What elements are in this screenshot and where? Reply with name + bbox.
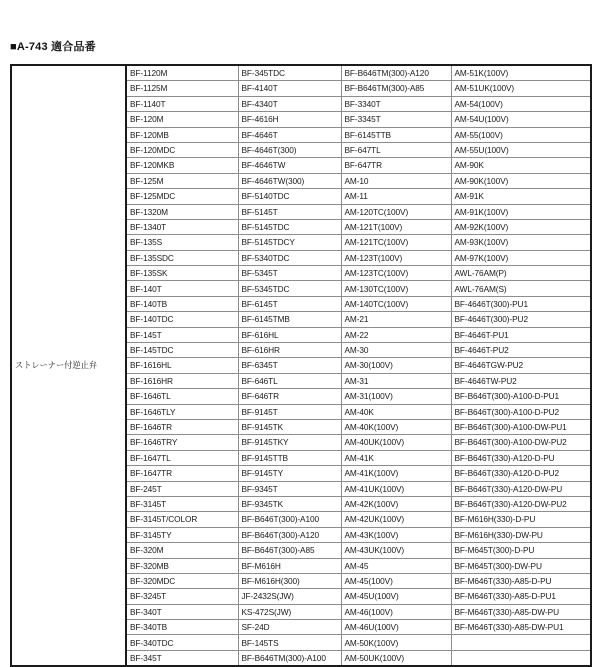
table-cell-part-number: BF-5145TDCY [238,235,341,250]
table-cell-part-number: BF-646TR [238,389,341,404]
table-cell-part-number: AM-41UK(100V) [341,481,451,496]
table-cell-part-number: BF-3145T/COLOR [126,512,238,527]
table-cell-part-number: BF-120M [126,112,238,127]
table-cell-part-number: AM-21 [341,312,451,327]
table-cell-part-number: BF-B646T(300)-A100 [238,512,341,527]
table-cell-part-number: BF-1120M [126,65,238,81]
category-label-cell: ストレーナー付逆止弁 [11,65,126,666]
table-cell-part-number: BF-6345T [238,358,341,373]
table-cell-part-number: AM-55U(100V) [451,142,591,157]
table-cell-part-number: AM-140TC(100V) [341,296,451,311]
table-cell-part-number: BF-5145TDC [238,219,341,234]
table-cell-part-number: AM-45 [341,558,451,573]
table-cell-part-number: AM-90K(100V) [451,173,591,188]
table-cell-part-number: BF-1320M [126,204,238,219]
table-cell-part-number: BF-647TR [341,158,451,173]
table-cell-part-number: BF-B646TM(300)-A100 [238,650,341,666]
table-cell-part-number: AM-123T(100V) [341,250,451,265]
table-cell-empty [451,635,591,650]
table-cell-part-number: AM-40K [341,404,451,419]
table-cell-part-number: BF-120MDC [126,142,238,157]
table-cell-part-number: BF-5140TDC [238,189,341,204]
table-cell-part-number: AM-91K [451,189,591,204]
table-cell-part-number: BF-120MB [126,127,238,142]
table-cell-part-number: AM-123TC(100V) [341,266,451,281]
table-cell-part-number: BF-6145T [238,296,341,311]
table-cell-part-number: BF-145T [126,327,238,342]
table-cell-part-number: BF-4646T-PU1 [451,327,591,342]
table-cell-part-number: BF-3340T [341,96,451,111]
table-cell-part-number: BF-616HL [238,327,341,342]
table-cell-part-number: AM-45(100V) [341,573,451,588]
table-cell-part-number: AM-54(100V) [451,96,591,111]
table-cell-part-number: BF-616HR [238,343,341,358]
table-cell-part-number: BF-9145TTB [238,450,341,465]
table-cell-part-number: BF-M645T(300)-D-PU [451,543,591,558]
table-cell-part-number: AM-43UK(100V) [341,543,451,558]
table-cell-part-number: AM-10 [341,173,451,188]
table-cell-part-number: AM-92K(100V) [451,219,591,234]
table-cell-part-number: BF-4646T-PU2 [451,343,591,358]
table-cell-part-number: BF-M616H [238,558,341,573]
table-cell-part-number: BF-3345T [341,112,451,127]
compatible-parts-table [10,64,592,667]
table-cell-part-number: BF-3245T [126,589,238,604]
table-cell-part-number: BF-140TDC [126,312,238,327]
table-cell-part-number: AM-50UK(100V) [341,650,451,666]
table-cell-part-number: BF-M646T(330)-A85-D-PU [451,573,591,588]
table-cell-part-number: BF-4340T [238,96,341,111]
table-cell-empty [451,650,591,666]
table-cell-part-number: BF-5145T [238,204,341,219]
table-cell-part-number: AM-22 [341,327,451,342]
table-cell-part-number: BF-4646TW [238,158,341,173]
table-cell-part-number: BF-9145TKY [238,435,341,450]
table-cell-part-number: JF-2432S(JW) [238,589,341,604]
table-cell-part-number: BF-9345TK [238,496,341,511]
table-cell-part-number: BF-4646T(300) [238,142,341,157]
table-cell-part-number: BF-1340T [126,219,238,234]
table-cell-part-number: BF-1125M [126,81,238,96]
table-cell-part-number: BF-120MKB [126,158,238,173]
page-title: ■A-743 適合品番 [10,41,96,53]
table-cell-part-number: BF-135S [126,235,238,250]
table-cell-part-number: AWL-76AM(P) [451,266,591,281]
table-cell-part-number: BF-340T [126,604,238,619]
table-cell-part-number: BF-M616H(330)-D-PU [451,512,591,527]
table-cell-part-number: BF-4646T [238,127,341,142]
table-cell-part-number: BF-4646TW(300) [238,173,341,188]
table-cell-part-number: BF-6145TTB [341,127,451,142]
table-cell-part-number: AWL-76AM(S) [451,281,591,296]
table-cell-part-number: AM-31 [341,373,451,388]
table-cell-part-number: AM-121T(100V) [341,219,451,234]
table-cell-part-number: KS-472S(JW) [238,604,341,619]
table-cell-part-number: BF-3145T [126,496,238,511]
table-cell-part-number: BF-1646TLY [126,404,238,419]
table-cell-part-number: AM-51UK(100V) [451,81,591,96]
table-cell-part-number: AM-120TC(100V) [341,204,451,219]
table-cell-part-number: AM-45U(100V) [341,589,451,604]
table-cell-part-number: AM-54U(100V) [451,112,591,127]
table-cell-part-number: BF-B646T(300)-A120 [238,527,341,542]
table-cell-part-number: BF-4646T(300)-PU1 [451,296,591,311]
table-cell-part-number: BF-340TB [126,620,238,635]
table-cell-part-number: AM-30 [341,343,451,358]
table-cell-part-number: BF-1616HL [126,358,238,373]
table-cell-part-number: BF-1647TR [126,466,238,481]
table-cell-part-number: BF-B646T(300)-A85 [238,543,341,558]
table-cell-part-number: AM-55(100V) [451,127,591,142]
table-cell-part-number: BF-340TDC [126,635,238,650]
table-cell-part-number: BF-1616HR [126,373,238,388]
table-cell-part-number: BF-1647TL [126,450,238,465]
table-cell-part-number: BF-145TDC [126,343,238,358]
table-cell-part-number: BF-647TL [341,142,451,157]
table-cell-part-number: BF-140TB [126,296,238,311]
table-cell-part-number: BF-M616H(330)-DW-PU [451,527,591,542]
table-cell-part-number: BF-3145TY [126,527,238,542]
table-cell-part-number: AM-31(100V) [341,389,451,404]
table-cell-part-number: AM-42UK(100V) [341,512,451,527]
table-cell-part-number: BF-B646T(300)-A100-D-PU1 [451,389,591,404]
table-cell-part-number: BF-B646TM(300)-A120 [341,65,451,81]
table-cell-part-number: BF-245T [126,481,238,496]
table-cell-part-number: BF-345T [126,650,238,666]
table-cell-part-number: BF-4646TW-PU2 [451,373,591,388]
table-cell-part-number: BF-135SK [126,266,238,281]
table-cell-part-number: BF-M645T(300)-DW-PU [451,558,591,573]
table-cell-part-number: BF-B646T(300)-A100-DW-PU2 [451,435,591,450]
table-cell-part-number: AM-130TC(100V) [341,281,451,296]
table-cell-part-number: AM-46(100V) [341,604,451,619]
table-cell-part-number: AM-41K [341,450,451,465]
table-cell-part-number: BF-9145T [238,404,341,419]
table-cell-part-number: BF-5345TDC [238,281,341,296]
table-cell-part-number: BF-4140T [238,81,341,96]
table-cell-part-number: BF-125M [126,173,238,188]
table-cell-part-number: BF-B646TM(300)-A85 [341,81,451,96]
table-cell-part-number: BF-B646T(300)-A100-D-PU2 [451,404,591,419]
table-cell-part-number: BF-M646T(330)-A85-D-PU1 [451,589,591,604]
table-cell-part-number: AM-91K(100V) [451,204,591,219]
table-cell-part-number: BF-4616H [238,112,341,127]
table-cell-part-number: BF-6145TMB [238,312,341,327]
table-cell-part-number: BF-135SDC [126,250,238,265]
table-cell-part-number: BF-M616H(300) [238,573,341,588]
table-cell-part-number: AM-50K(100V) [341,635,451,650]
table-cell-part-number: AM-46U(100V) [341,620,451,635]
table-cell-part-number: BF-B646T(330)-A120-D-PU2 [451,466,591,481]
table-cell-part-number: BF-9145TK [238,419,341,434]
table-cell-part-number: AM-43K(100V) [341,527,451,542]
table-cell-part-number: BF-9145TY [238,466,341,481]
table-cell-part-number: BF-1646TR [126,419,238,434]
table-cell-part-number: AM-11 [341,189,451,204]
table-cell-part-number: AM-42K(100V) [341,496,451,511]
table-cell-part-number: AM-90K [451,158,591,173]
table-cell-part-number: BF-125MDC [126,189,238,204]
table-cell-part-number: AM-40K(100V) [341,419,451,434]
table-cell-part-number: BF-B646T(330)-A120-DW-PU [451,481,591,496]
table-cell-part-number: BF-M646T(330)-A85-DW-PU1 [451,620,591,635]
spec-table-container [10,64,590,667]
table-row [11,65,591,81]
table-cell-part-number: BF-320MDC [126,573,238,588]
table-cell-part-number: BF-646TL [238,373,341,388]
table-cell-part-number: AM-41K(100V) [341,466,451,481]
table-cell-part-number: AM-97K(100V) [451,250,591,265]
table-cell-part-number: BF-B646T(330)-A120-D-PU [451,450,591,465]
table-cell-part-number: BF-4646TGW-PU2 [451,358,591,373]
table-cell-part-number: AM-40UK(100V) [341,435,451,450]
table-cell-part-number: AM-51K(100V) [451,65,591,81]
table-cell-part-number: BF-320M [126,543,238,558]
table-cell-part-number: BF-4646T(300)-PU2 [451,312,591,327]
table-cell-part-number: BF-9345T [238,481,341,496]
table-body [11,65,591,666]
table-cell-part-number: SF-24D [238,620,341,635]
table-cell-part-number: BF-1646TRY [126,435,238,450]
table-cell-part-number: BF-320MB [126,558,238,573]
table-cell-part-number: BF-140T [126,281,238,296]
table-cell-part-number: BF-B646T(330)-A120-DW-PU2 [451,496,591,511]
table-cell-part-number: BF-5345T [238,266,341,281]
table-cell-part-number: AM-93K(100V) [451,235,591,250]
table-cell-part-number: BF-145TS [238,635,341,650]
table-cell-part-number: BF-345TDC [238,65,341,81]
table-cell-part-number: AM-121TC(100V) [341,235,451,250]
table-cell-part-number: BF-M646T(330)-A85-DW-PU [451,604,591,619]
table-cell-part-number: AM-30(100V) [341,358,451,373]
table-cell-part-number: BF-B646T(300)-A100-DW-PU1 [451,419,591,434]
table-cell-part-number: BF-1140T [126,96,238,111]
table-cell-part-number: BF-1646TL [126,389,238,404]
table-cell-part-number: BF-5340TDC [238,250,341,265]
